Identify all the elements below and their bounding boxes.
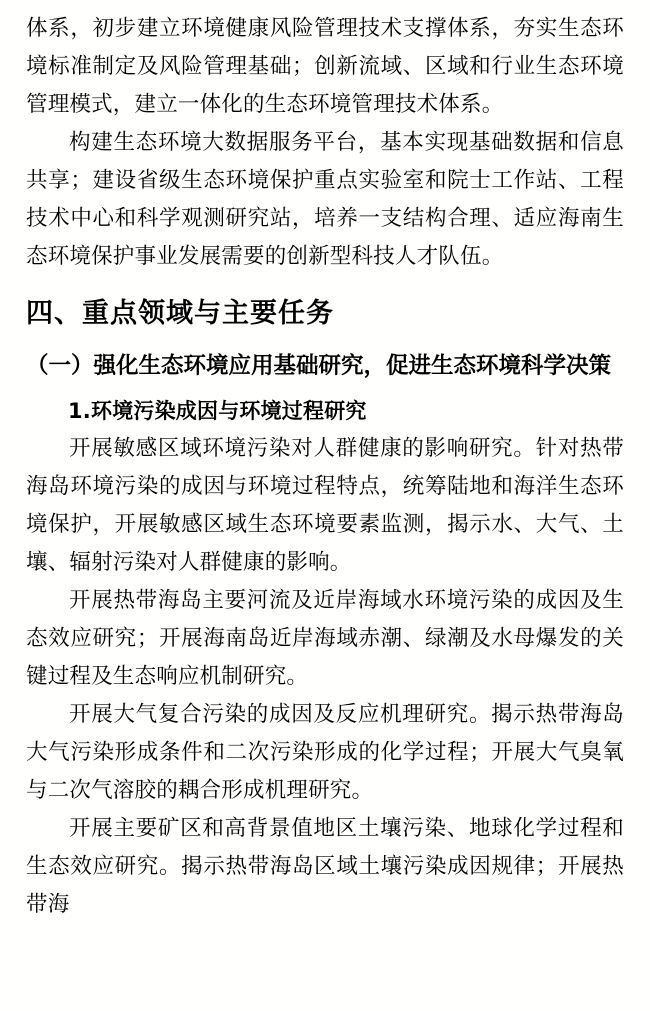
paragraph-rivers-coastal-research: 开展热带海岛主要河流及近岸海域水环境污染的成因及生态效应研究；开展海南岛近岸海域赤潮、绿潮及水母爆发的关键过程及生态响应机制研究。 — [26, 588, 624, 689]
section-heading: 四、重点领域与主要任务 — [26, 298, 334, 329]
paragraph-bigdata-platform: 构建生态环境大数据服务平台，基本实现基础数据和信息共享；建设省级生态环境保护重点实验室和院士工作站、工程技术中心和科学观测研究站，培养一支结构合理、适应海南生态环境保护事业发展需要的创新型科技人才队伍。 — [26, 130, 624, 269]
paragraph-sensitive-area-research: 开展敏感区域环境污染对人群健康的影响研究。针对热带海岛环境污染的成因与环境过程特点，统筹陆地和海洋生态环境保护，开展敏感区域生态环境要素监测，揭示水、大气、土壤、辐射污染对人群健康的影响。 — [26, 436, 624, 575]
item-heading: 1.环境污染成因与环境过程研究 — [68, 399, 367, 423]
paragraph-air-pollution-research: 开展大气复合污染的成因及反应机理研究。揭示热带海岛大气污染形成条件和二次污染形成的化学过程；开展大气臭氧与二次气溶胶的耦合形成机理研究。 — [26, 702, 624, 803]
paragraph-continued-standards: 体系，初步建立环境健康风险管理技术支撑体系，夯实生态环境标准制定及风险管理基础；创新流域、区域和行业生态环境管理模式，建立一体化的生态环境管理技术体系。 — [26, 16, 624, 117]
document-body — [26, 10, 624, 924]
subsection-heading: （一）强化生态环境应用基础研究，促进生态环境科学决策 — [26, 353, 612, 379]
paragraph-soil-pollution-research: 开展主要矿区和高背景值地区土壤污染、地球化学过程和生态效应研究。揭示热带海岛区域土壤污染成因规律；开展热带海 — [26, 816, 624, 917]
